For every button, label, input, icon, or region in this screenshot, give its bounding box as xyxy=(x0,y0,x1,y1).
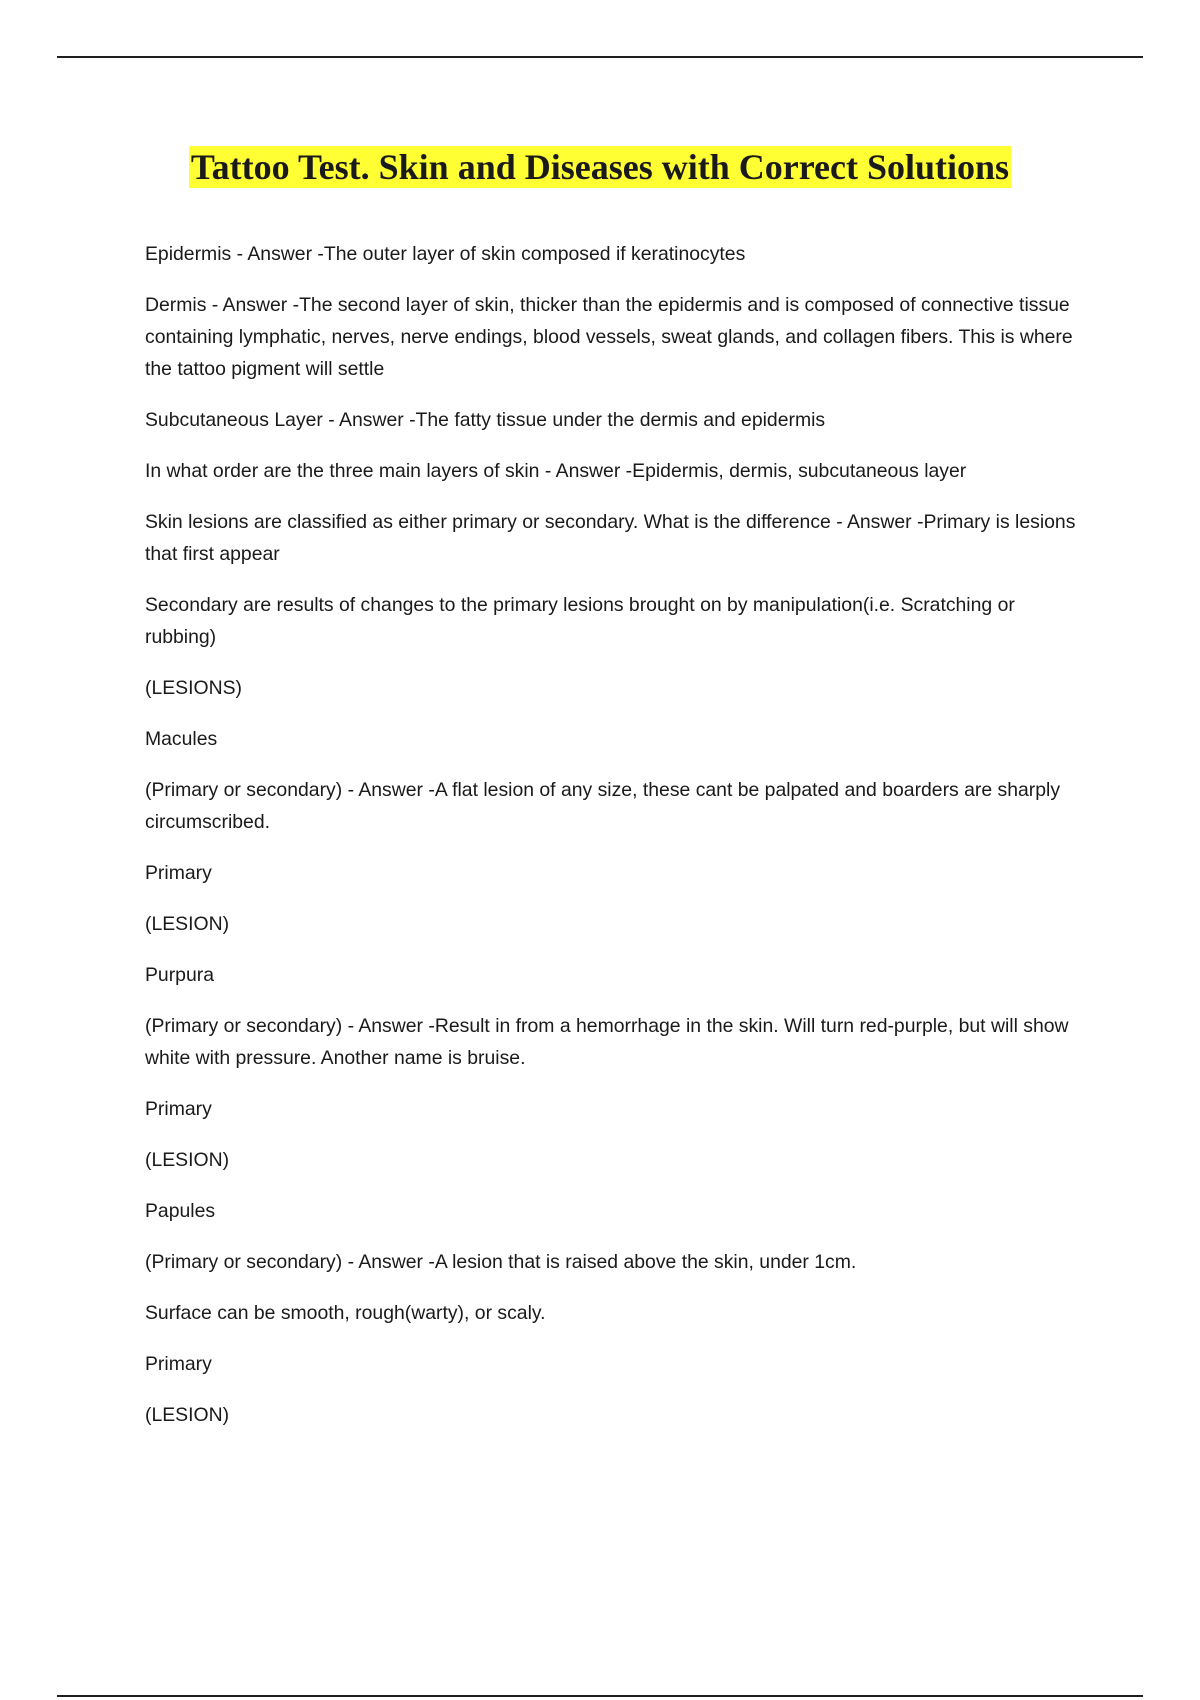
term-label: Purpura xyxy=(145,964,214,986)
document-title: Tattoo Test. Skin and Diseases with Correct Solutions xyxy=(190,147,1010,187)
section-label: (LESIONS) xyxy=(145,677,242,699)
title-container xyxy=(0,146,1200,188)
answer-label: Primary xyxy=(145,1098,212,1120)
qa-paragraph: Subcutaneous Layer - Answer -The fatty tissue under the dermis and epidermis xyxy=(145,409,826,431)
top-divider xyxy=(57,56,1143,58)
qa-paragraph: Epidermis - Answer -The outer layer of skin composed if keratinocytes xyxy=(145,243,746,265)
term-label: Macules xyxy=(145,728,218,750)
section-label: (LESION) xyxy=(145,913,230,935)
term-label: Papules xyxy=(145,1200,216,1222)
section-label: (LESION) xyxy=(145,1404,230,1426)
qa-paragraph: Surface can be smooth, rough(warty), or scaly. xyxy=(145,1302,546,1324)
qa-paragraph: (Primary or secondary) - Answer -A lesion that is raised above the skin, under 1cm. xyxy=(145,1251,857,1273)
answer-label: Primary xyxy=(145,862,212,884)
section-label: (LESION) xyxy=(145,1149,230,1171)
bottom-divider xyxy=(57,1695,1143,1697)
qa-paragraph: Skin lesions are classified as either primary or secondary. What is the difference - Answer -Primary is lesions that first appear xyxy=(145,511,1076,565)
qa-paragraph: Secondary are results of changes to the primary lesions brought on by manipulation(i.e. Scratching or rubbing) xyxy=(145,594,1015,648)
qa-paragraph: (Primary or secondary) - Answer -Result in from a hemorrhage in the skin. Will turn red-purple, but will show white with pressure. Another name is bruise. xyxy=(145,1015,1069,1069)
document-body xyxy=(145,238,1085,1450)
qa-paragraph: (Primary or secondary) - Answer -A flat lesion of any size, these cant be palpated and boarders are sharply circumscribed. xyxy=(145,779,1061,833)
qa-paragraph: In what order are the three main layers of skin - Answer -Epidermis, dermis, subcutaneous layer xyxy=(145,460,967,482)
qa-paragraph: Dermis - Answer -The second layer of skin, thicker than the epidermis and is composed of connective tissue containing lymphatic, nerves, nerve endings, blood vessels, sweat glands, and collagen fibers. This is where the tattoo pigment will settle xyxy=(145,294,1073,380)
answer-label: Primary xyxy=(145,1353,212,1375)
